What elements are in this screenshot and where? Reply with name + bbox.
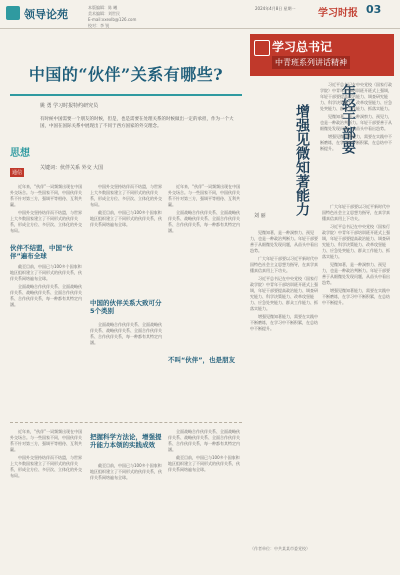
- author-footnote: （作者单位：中共某某市委党校）: [250, 546, 310, 551]
- subheading: 中国的伙伴关系大致可分5个类别: [90, 299, 162, 315]
- title-divider: [10, 94, 242, 96]
- section-logo-icon: [6, 6, 20, 20]
- paragraph: 见微知著，是一种洞察力、预见力，也是一种政治判断力。年轻干部要善于从细微处发现问题，从苗头中看出趋势。: [322, 262, 390, 285]
- paragraph: 习近平总书记在中央党校（国家行政学院）中青年干部培训班开班式上强调，年轻干部要提高政治能力、调查研究能力、科学决策能力、改革攻坚能力、应急处突能力、群众工作能力、抓落实能力。: [250, 276, 318, 311]
- subheading: 把握科学方法论，增强提升能力本领的实践成效: [90, 433, 162, 449]
- issue-date: 2024年4月8日 星期一: [255, 6, 296, 11]
- vertical-author: 刘 丽: [254, 213, 266, 219]
- text-column: [10, 429, 84, 481]
- paragraph: 增强见微知著能力，需要在实践中不断磨练，在学习中不断积累，在总结中不断提升。: [250, 314, 318, 331]
- text-column: [90, 322, 164, 348]
- paragraph: 中国外交坚持结伴而不结盟，与世界上大多数国家建立了不同形式的伙伴关系，形成全方位、多层次、立体化的外交布局。: [10, 210, 82, 233]
- paragraph: 习近平总书记在中央党校（国家行政学院）中青年干部培训班开班式上强调，年轻干部要提高政治能力、调查研究能力、科学决策能力、改革攻坚能力、应急处突能力、群众工作能力、抓落实能力。: [320, 82, 392, 111]
- article-author: 姚 勇 学习时报特约研究员: [40, 103, 99, 109]
- paragraph: 见微知著，是一种洞察力、预见力，也是一种政治判断力。年轻干部要善于从细微处发现问题，从苗头中看出趋势。: [320, 114, 392, 131]
- subheading: 伙伴不结盟，中国“伙伴”遍布全球: [10, 244, 73, 260]
- paragraph: 增强见微知著能力，需要在实践中不断磨练，在学习中不断积累，在总结中不断提升。: [322, 288, 390, 305]
- vertical-title: 增强见微知著能力: [294, 104, 310, 216]
- text-column: [10, 264, 84, 310]
- newspaper-brand: 学习时报: [318, 8, 358, 19]
- paragraph: 截至目前，中国已与100多个国家和地区组织建立了不同形式的伙伴关系，伙伴关系网络遍布全球。: [90, 463, 162, 480]
- section-title: 领导论苑: [24, 8, 68, 21]
- paragraph: 近年来，“伙伴”一词频频出现在中国外交场合。与一些国家不同，中国伙伴关系不针对第三方，强调平等相待、互利共赢。: [10, 184, 83, 207]
- paragraph: 全面战略合作伙伴关系、全面战略伙伴关系、战略伙伴关系、全面合作伙伴关系、合作伙伴关系，每一种都有其特定内涵。: [90, 322, 162, 345]
- vertical-title: 年轻干部要: [340, 84, 356, 154]
- paragraph: 广大年轻干部要以习近平新时代中国特色社会主义思想为指导，在真学真懂真信真用上下功夫。: [322, 204, 390, 221]
- meta-line: 本版编辑：陈 曦: [88, 5, 118, 10]
- paragraph: 全面战略合作伙伴关系、全面战略伙伴关系、战略伙伴关系、全面合作伙伴关系、合作伙伴关系，每一种都有其特定内涵。: [168, 210, 240, 233]
- paragraph: 全面战略合作伙伴关系、全面战略伙伴关系、战略伙伴关系、全面合作伙伴关系、合作伙伴关系，每一种都有其特定内涵。: [10, 284, 82, 307]
- meta-line: 校对：李 锐: [88, 23, 110, 28]
- paragraph: 近年来，“伙伴”一词频频出现在中国外交场合。与一些国家不同，中国伙伴关系不针对第三方，强调平等相待、互利共赢。: [168, 184, 241, 207]
- paragraph: 截至目前，中国已与100多个国家和地区组织建立了不同形式的伙伴关系，伙伴关系网络遍布全球。: [168, 455, 240, 472]
- text-column: [10, 184, 84, 236]
- paragraph: 增强见微知著能力，需要在实践中不断磨练，在学习中不断积累，在总结中不断提升。: [320, 134, 392, 151]
- text-column: [168, 184, 242, 236]
- think-tag: 通信: [12, 170, 23, 176]
- paragraph: 全面战略合作伙伴关系、全面战略伙伴关系、战略伙伴关系、全面合作伙伴关系、合作伙伴关系，每一种都有其特定内涵。: [168, 429, 240, 452]
- meta-line: E-mail:xxexlb@126.com: [88, 17, 137, 22]
- paragraph: 见微知著，是一种洞察力、预见力，也是一种政治判断力。年轻干部要善于从细微处发现问题，从苗头中看出趋势。: [250, 230, 318, 253]
- subheading: 不叫“伙伴”，也是朋友: [168, 356, 236, 364]
- paragraph: 广大年轻干部要以习近平新时代中国特色社会主义思想为指导，在真学真懂真信真用上下功夫。: [250, 256, 318, 273]
- meta-line: 美术编辑：刘世民: [88, 11, 120, 16]
- banner-title: 学习总书记: [272, 40, 333, 54]
- text-column: [90, 463, 164, 483]
- text-column: [250, 230, 318, 334]
- left-article: [10, 34, 242, 564]
- paragraph: 截至目前，中国已与100多个国家和地区组织建立了不同形式的伙伴关系，伙伴关系网络遍布全球。: [10, 264, 82, 281]
- paragraph: 中国外交坚持结伴而不结盟，与世界上大多数国家建立了不同形式的伙伴关系，形成全方位、多层次、立体化的外交布局。: [90, 184, 162, 207]
- text-column: [322, 204, 392, 308]
- lower-article: [10, 422, 242, 565]
- text-column: [90, 184, 164, 230]
- think-label: 思想: [10, 148, 30, 159]
- article-title: 中国的“伙伴”关系有哪些?: [28, 65, 224, 84]
- page-header: [0, 0, 400, 29]
- banner-subtitle: 中青班系列讲话精神: [272, 56, 350, 69]
- text-column: [320, 82, 392, 154]
- book-icon: [254, 40, 270, 56]
- paragraph: 中国外交坚持结伴而不结盟，与世界上大多数国家建立了不同形式的伙伴关系，形成全方位、多层次、立体化的外交布局。: [10, 455, 82, 478]
- paragraph: 近年来，“伙伴”一词频频出现在中国外交场合。与一些国家不同，中国伙伴关系不针对第三方，强调平等相待、互利共赢。: [10, 429, 83, 452]
- column-banner: [250, 34, 394, 76]
- page-number: 03: [366, 3, 382, 16]
- editor-meta: [88, 5, 168, 29]
- paragraph: 习近平总书记在中央党校（国家行政学院）中青年干部培训班开班式上强调，年轻干部要提高政治能力、调查研究能力、科学决策能力、改革攻坚能力、应急处突能力、群众工作能力、抓落实能力。: [322, 224, 390, 259]
- right-article: [250, 34, 394, 564]
- article-lead: 有时候中国需要一个朋友的时候，但是，也是需要在处理关系的时候做出一定的承担，作为一个大国，中国在国际关系中展现出了不同于西方国家的外交理念。: [40, 117, 234, 129]
- article-keyword: 关键词：伙伴关系 外交 大国: [40, 165, 104, 171]
- paragraph: 截至目前，中国已与100多个国家和地区组织建立了不同形式的伙伴关系，伙伴关系网络遍布全球。: [90, 210, 162, 227]
- text-column: [168, 429, 242, 475]
